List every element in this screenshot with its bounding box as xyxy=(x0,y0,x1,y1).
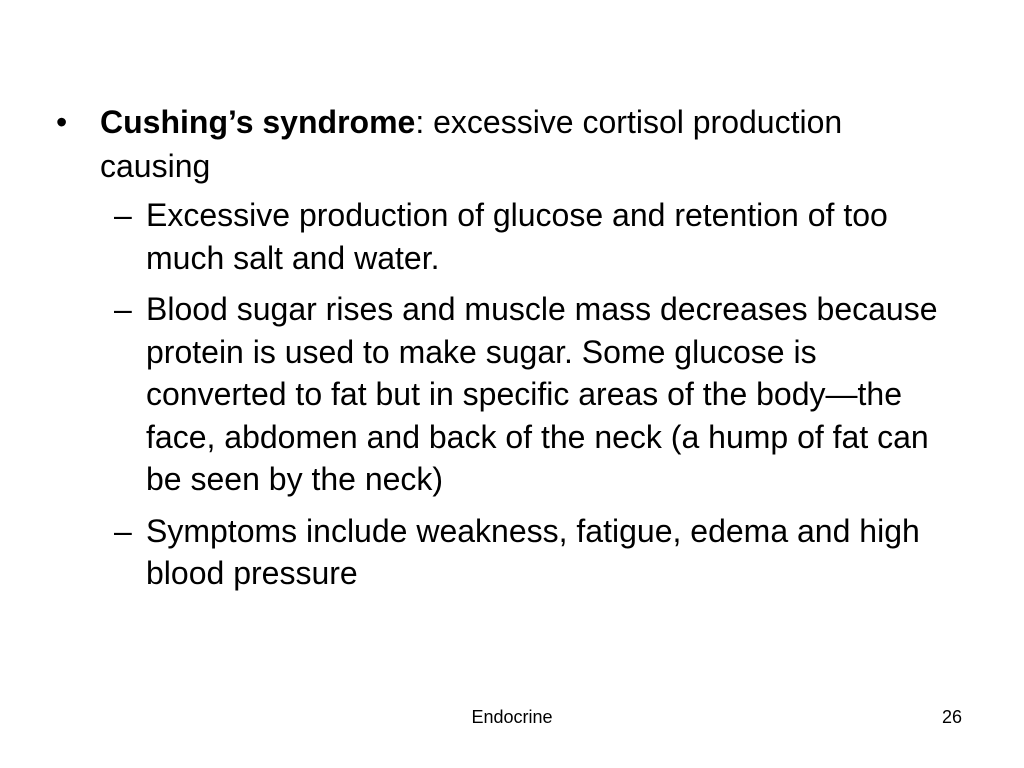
sub-bullet-list xyxy=(114,194,964,604)
sub-bullet-item xyxy=(114,194,964,279)
sub-bullet-text: Blood sugar rises and muscle mass decreases because protein is used to make sugar. Some glucose is converted to fat but in specific areas of the body—the face, abdomen and back of the neck (a hump of fat can be seen by the neck) xyxy=(146,291,938,497)
sub-bullet-text: Symptoms include weakness, fatigue, edema and high blood pressure xyxy=(146,512,920,591)
main-bullet-text xyxy=(100,100,936,188)
page-number: 26 xyxy=(941,707,962,727)
sub-bullet-item xyxy=(114,510,964,595)
bullet-marker: • xyxy=(56,104,68,140)
main-bullet xyxy=(56,100,936,188)
sub-bullet-marker: – xyxy=(114,512,132,549)
sub-bullet-marker: – xyxy=(114,197,132,233)
footer-title: Endocrine xyxy=(471,707,553,727)
term-heading: Cushing’s syndrome xyxy=(100,104,416,140)
term-definition: : excessive cortisol production causing xyxy=(100,104,843,184)
sub-bullet-item xyxy=(114,288,964,501)
sub-bullet-marker: – xyxy=(114,291,132,327)
sub-bullet-text: Excessive production of glucose and retention of too much salt and water. xyxy=(146,197,888,276)
